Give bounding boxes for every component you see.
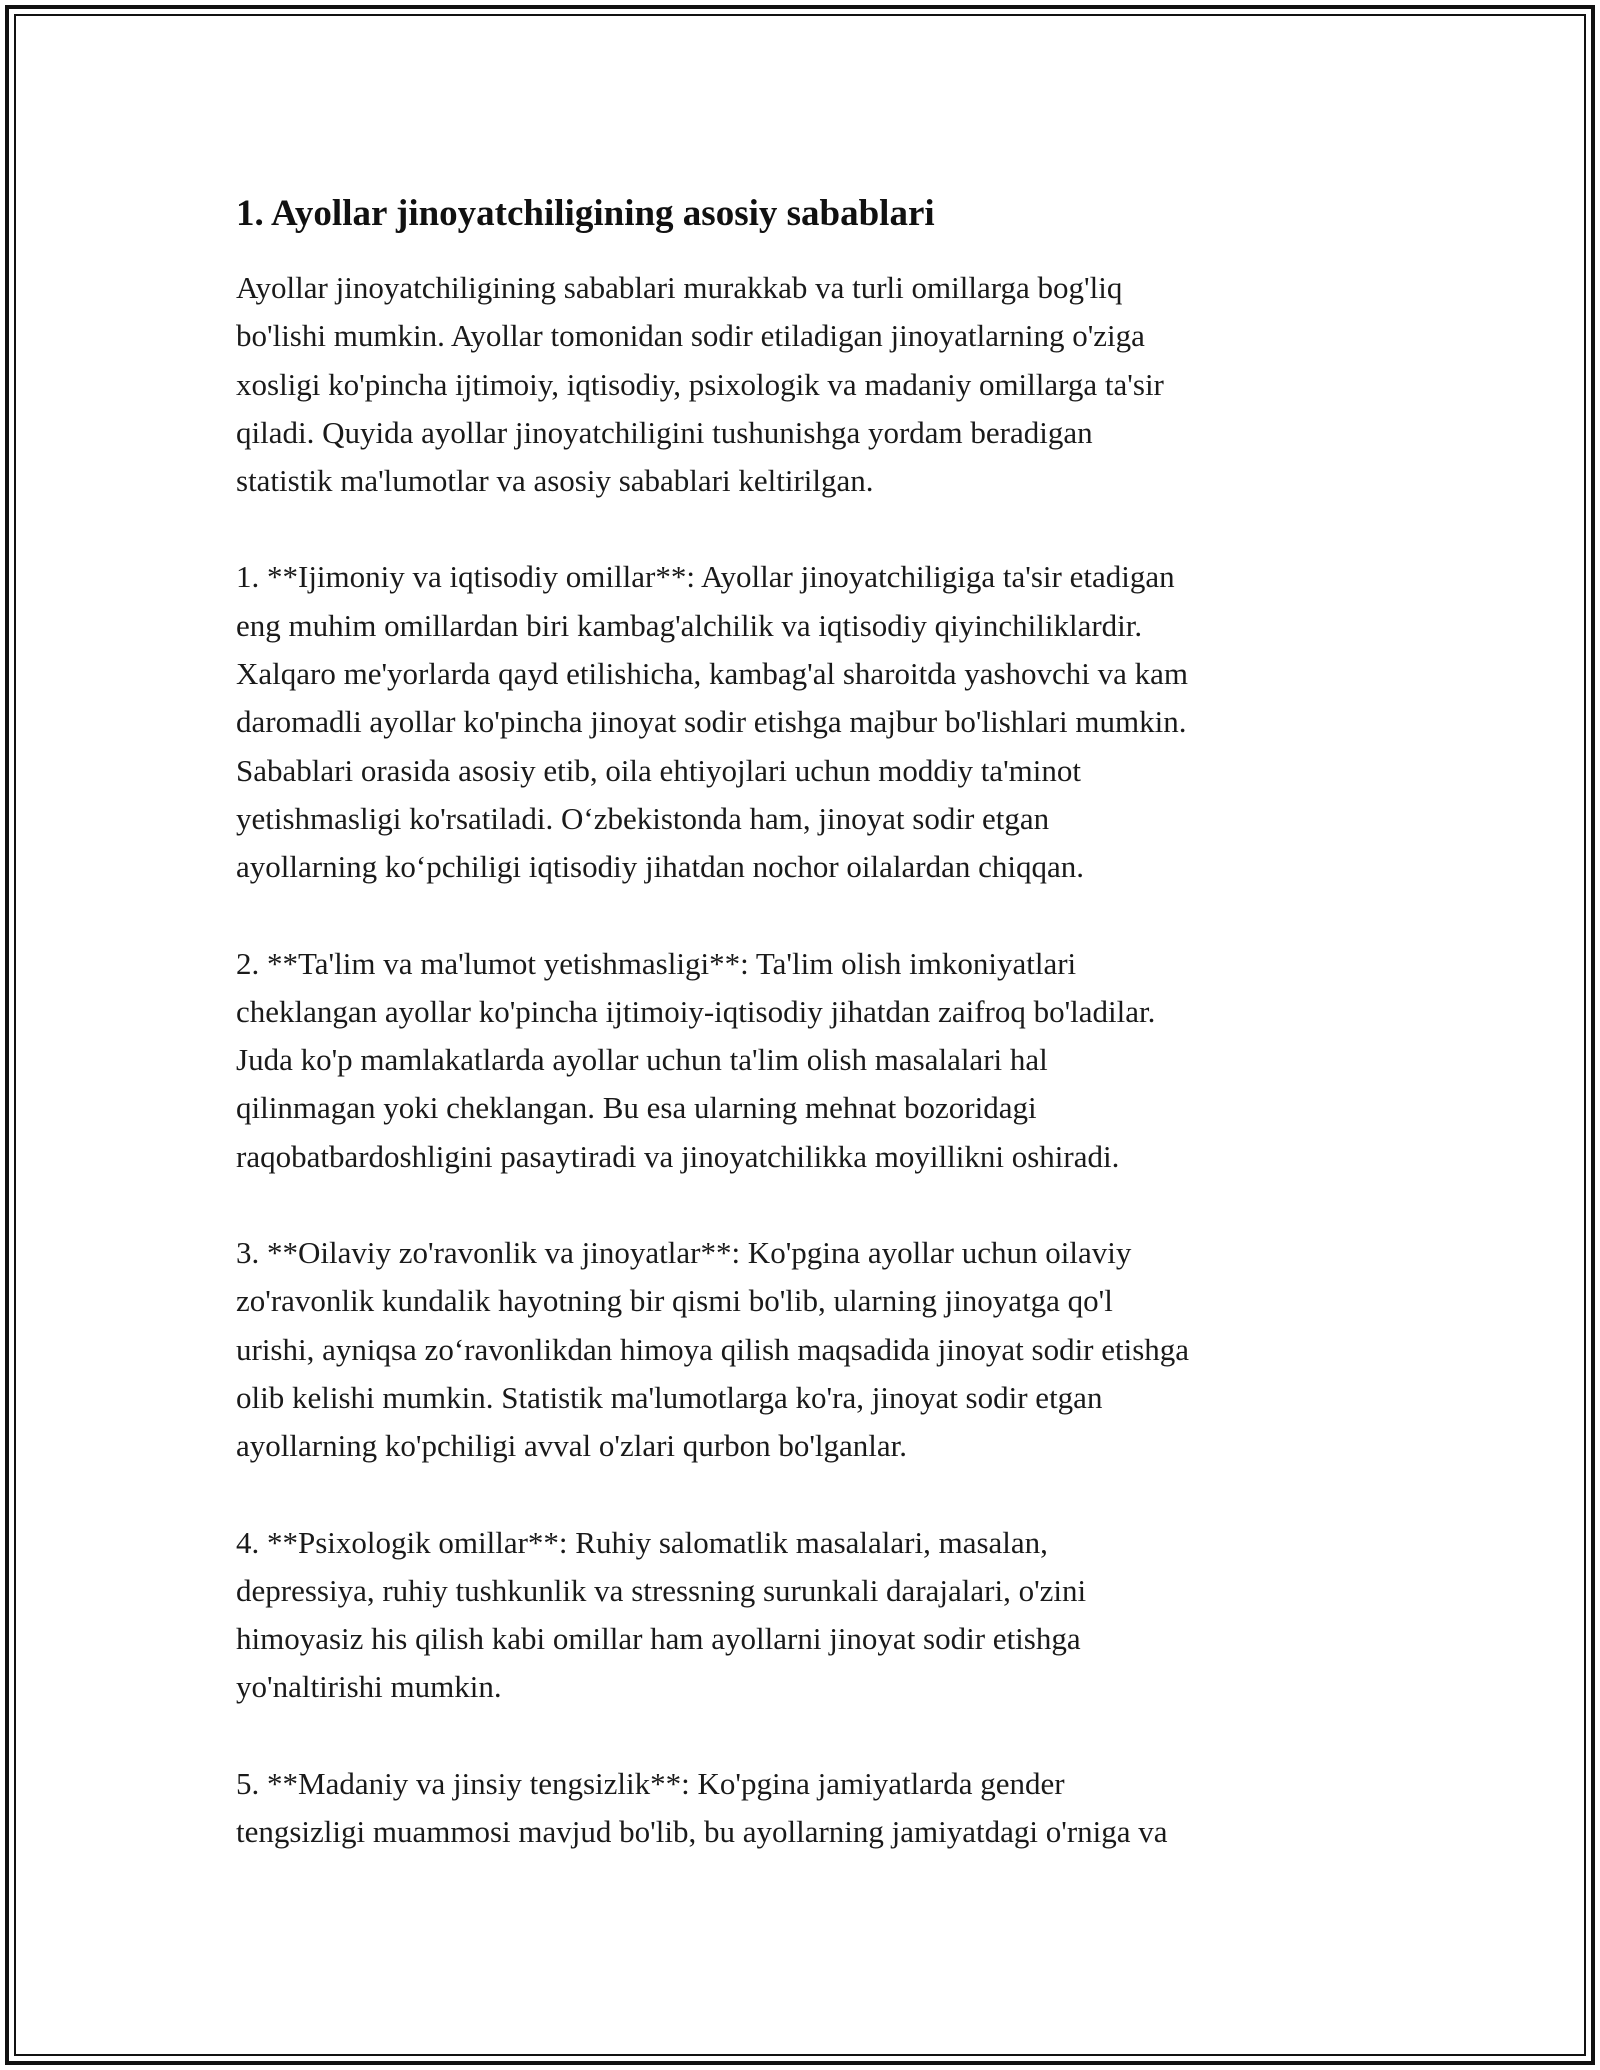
list-item-paragraph — [236, 1760, 1376, 1857]
document-body — [236, 188, 1376, 1856]
text-line: 1. **Ijimoniy va iqtisodiy omillar**: Ayollar jinoyatchiligiga ta'sir etadigan — [236, 559, 1175, 595]
text-line: daromadli ayollar ko'pincha jinoyat sodir etishga majbur bo'lishlari mumkin. — [236, 704, 1187, 740]
text-line: Ayollar jinoyatchiligining sabablari murakkab va turli omillarga bog'liq — [236, 270, 1123, 305]
list-item-paragraph — [236, 940, 1376, 1181]
text-line: yetishmasligi ko'rsatiladi. O‘zbekistonda ham, jinoyat sodir etgan — [236, 800, 1050, 836]
text-line: 3. **Oilaviy zo'ravonlik va jinoyatlar**: Ko'pgina ayollar uchun oilaviy — [236, 1235, 1132, 1271]
text-line: 5. **Madaniy va jinsiy tengsizlik**: Ko'pgina jamiyatlarda gender — [236, 1765, 1065, 1801]
text-line: Sabablari orasida asosiy etib, oila ehtiyojlari uchun moddiy ta'minot — [236, 752, 1081, 788]
text-line: depressiya, ruhiy tushkunlik va stressning surunkali darajalari, o'zini — [236, 1572, 1087, 1608]
text-line: qilinmagan yoki cheklangan. Bu esa ularning mehnat bozoridagi — [236, 1090, 1037, 1126]
text-line: eng muhim omillardan biri kambag'alchilik va iqtisodiy qiyinchiliklardir. — [236, 607, 1143, 643]
text-line: yo'naltirishi mumkin. — [236, 1669, 502, 1705]
list-item-paragraph — [236, 553, 1376, 891]
text-line: statistik ma'lumotlar va asosiy sabablari keltirilgan. — [236, 463, 874, 499]
text-line: qiladi. Quyida ayollar jinoyatchiligini tushunishga yordam beradigan — [236, 414, 1093, 450]
text-line: 4. **Psixologik omillar**: Ruhiy salomatlik masalalari, masalan, — [236, 1524, 1048, 1560]
intro-paragraph — [236, 264, 1376, 505]
text-line: ayollarning ko'pchiligi avval o'zlari qurbon bo'lganlar. — [236, 1428, 908, 1464]
section-heading: 1. Ayollar jinoyatchiligining asosiy sabablari — [236, 193, 935, 234]
text-line: Xalqaro me'yorlarda qayd etilishicha, kambag'al sharoitda yashovchi va kam — [236, 656, 1189, 692]
text-line: cheklangan ayollar ko'pincha ijtimoiy-iqtisodiy jihatdan zaifroq bo'ladilar. — [236, 993, 1156, 1029]
text-line: ayollarning ko‘pchiligi iqtisodiy jihatdan nochor oilalardan chiqqan. — [236, 849, 1084, 885]
text-line: tengsizligi muammosi mavjud bo'lib, bu ayollarning jamiyatdagi o'rniga va — [236, 1814, 1168, 1850]
text-line: Juda ko'p mamlakatlarda ayollar uchun ta'lim olish masalalari hal — [236, 1042, 1048, 1078]
text-line: bo'lishi mumkin. Ayollar tomonidan sodir etiladigan jinoyatlarning o'ziga — [236, 318, 1145, 354]
text-line: himoyasiz his qilish kabi omillar ham ayollarni jinoyat sodir etishga — [236, 1621, 1081, 1657]
list-item-paragraph — [236, 1229, 1376, 1470]
text-line: zo'ravonlik kundalik hayotning bir qismi bo'lib, ularning jinoyatga qo'l — [236, 1283, 1113, 1319]
text-line: 2. **Ta'lim va ma'lumot yetishmasligi**: Ta'lim olish imkoniyatlari — [236, 945, 1077, 981]
text-line: olib kelishi mumkin. Statistik ma'lumotlarga ko'ra, jinoyat sodir etgan — [236, 1379, 1103, 1415]
text-line: xosligi ko'pincha ijtimoiy, iqtisodiy, psixologik va madaniy omillarga ta'sir — [236, 366, 1164, 402]
text-line: urishi, ayniqsa zo‘ravonlikdan himoya qilish maqsadida jinoyat sodir etishga — [236, 1331, 1190, 1367]
list-item-paragraph — [236, 1519, 1376, 1712]
text-line: raqobatbardoshligini pasaytiradi va jinoyatchilikka moyillikni oshiradi. — [236, 1138, 1120, 1174]
